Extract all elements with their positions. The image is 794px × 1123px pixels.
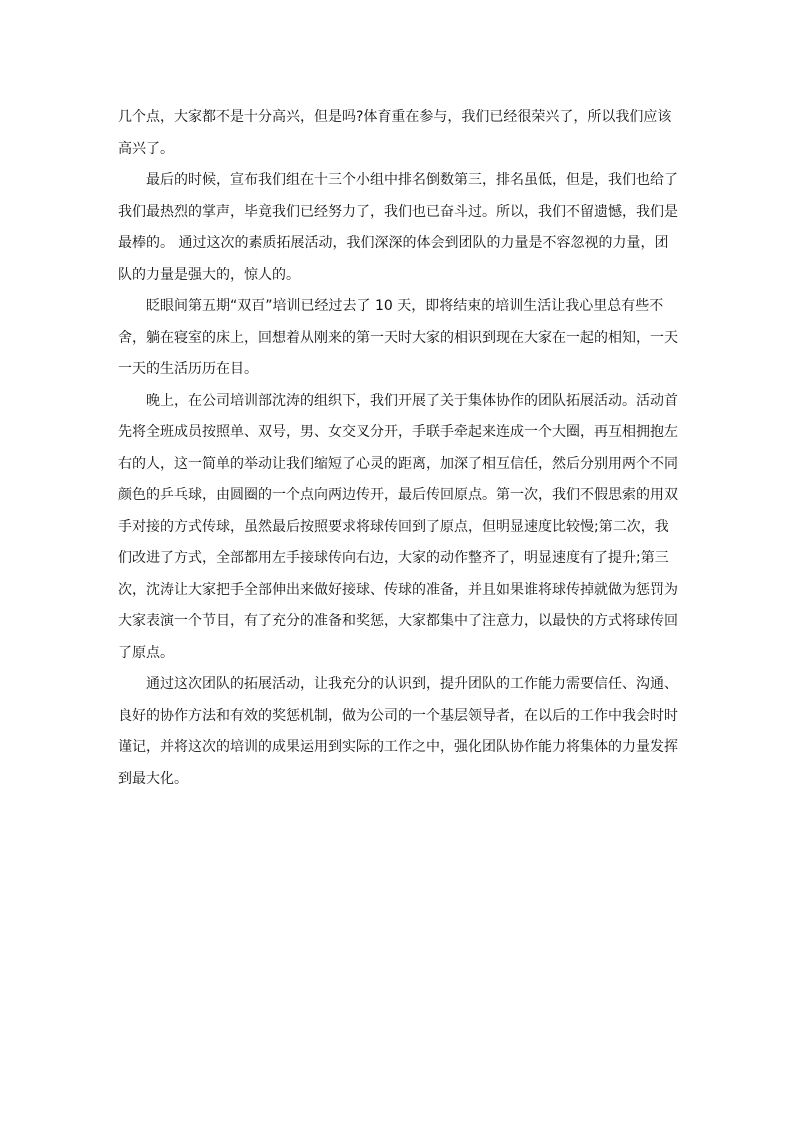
text-line: 队的力量是强大的，惊人的。 [118, 266, 300, 283]
text-line: 几个点，大家都不是十分高兴，但是吗?体育重在参与，我们已经很荣兴了，所以我们应该 [118, 109, 672, 125]
text-line: 晚上，在公司培训部沈涛的组织下，我们开展了关于集体协作的团队拓展活动。活动首 [146, 392, 678, 409]
text-line: 最棒的。 通过这次的素质拓展活动，我们深深的体会到团队的力量是不容忽视的力量，团 [118, 235, 669, 251]
text-line: 们改进了方式，全部都用左手接球传向右边，大家的动作整齐了，明显速度有了提升;第三 [118, 550, 669, 566]
text-line: 谨记，并将这次的培训的成果运用到实际的工作之中，强化团队协作能力将集体的力量发挥 [118, 739, 678, 755]
text-line: 我们最热烈的掌声，毕竟我们已经努力了，我们也已奋斗过。所以，我们不留遗憾，我们是 [118, 203, 678, 220]
paragraph-4 [118, 386, 682, 670]
text-line: 舍，躺在寝室的床上，回想着从刚来的第一天时大家的相识到现在大家在一起的相知，一天 [118, 329, 678, 346]
text-line: 高兴了。 [118, 140, 174, 157]
text-line: 次，沈涛让大家把手全部伸出来做好接球、传球的准备，并且如果谁将球传掉就做为惩罚为 [118, 581, 678, 598]
text-line: 了原点。 [118, 644, 174, 661]
text-line: 通过这次团队的拓展活动，让我充分的认识到，提升团队的工作能力需要信任、沟通、 [146, 676, 678, 692]
text-line: 颜色的乒乓球，由圆圈的一个点向两边传开，最后传回原点。第一次，我们不假思索的用双 [118, 487, 678, 503]
text-line: 良好的协作方法和有效的奖惩机制，做为公司的一个基层领导者，在以后的工作中我会时时 [118, 707, 678, 724]
text-line: 到最大化。 [118, 770, 188, 787]
text-line: 先将全班成员按照单、双号，男、女交叉分开，手联手牵起来连成一个大圈，再互相拥抱左 [118, 424, 678, 440]
text-line: 最后的时候，宣布我们组在十三个小组中排名倒数第三，排名虽低，但是，我们也给了 [146, 172, 678, 188]
text-line: 一天的生活历历在目。 [118, 361, 258, 377]
text-line: 眨眼间第五期“双百”培训已经过去了 10 天，即将结束的培训生活让我心里总有些不 [146, 298, 664, 314]
text-line: 右的人，这一简单的举动让我们缩短了心灵的距离，加深了相互信任，然后分别用两个不同 [118, 455, 678, 472]
text-line: 手对接的方式传球，虽然最后按照要求将球传回到了原点，但明显速度比较慢;第二次，我 [118, 518, 669, 535]
paragraph-2 [118, 165, 682, 291]
text-line: 大家表演一个节目，有了充分的准备和奖惩，大家都集中了注意力，以最快的方式将球传回 [118, 613, 678, 629]
paragraph-1 [118, 102, 682, 165]
paragraph-5 [118, 669, 682, 795]
document-body [118, 102, 682, 795]
paragraph-3 [118, 291, 682, 386]
